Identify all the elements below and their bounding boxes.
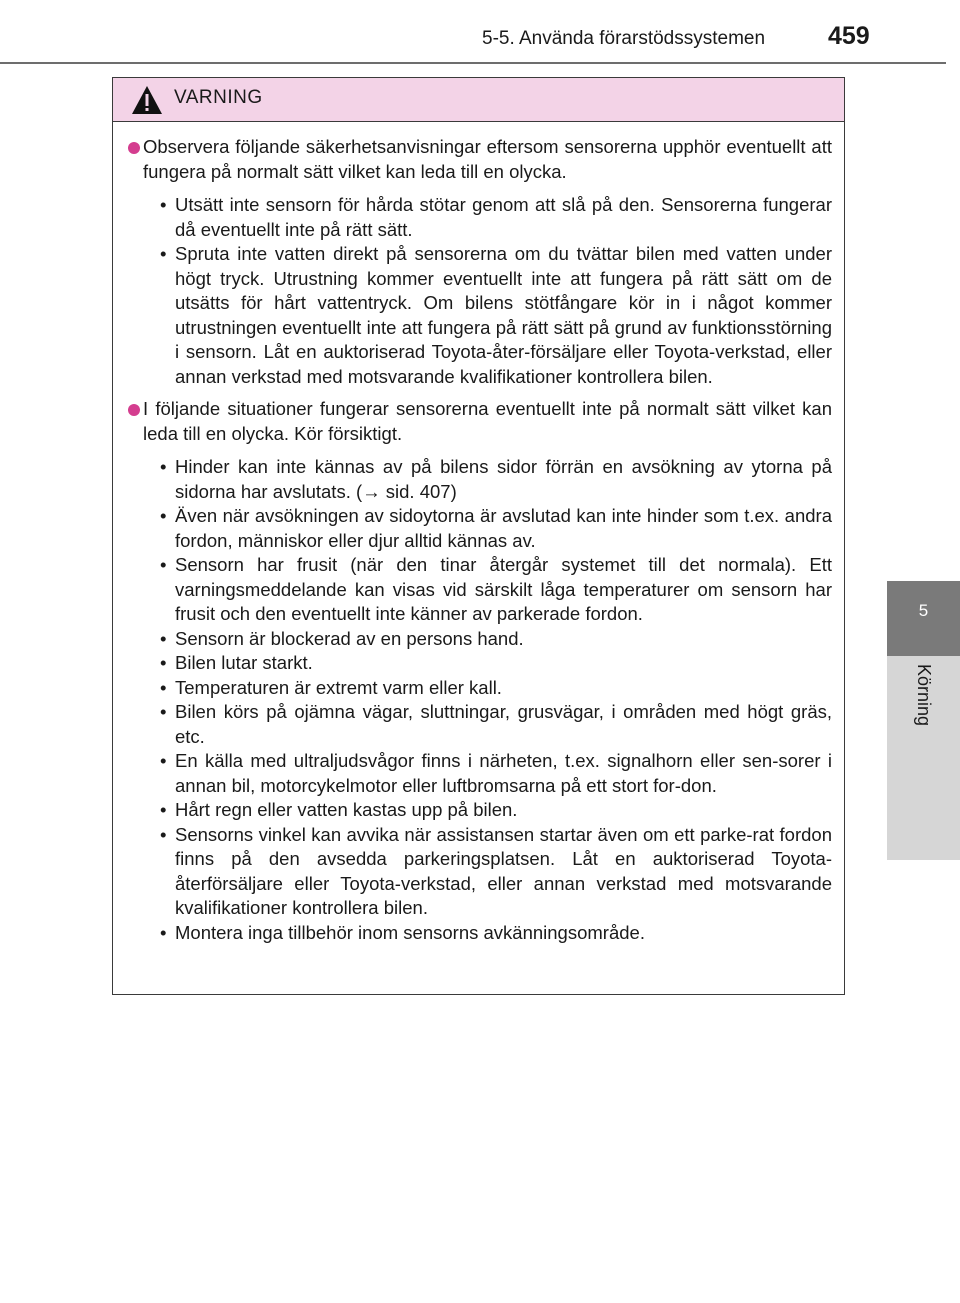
list-item: • Temperaturen är extremt varm eller kall. (160, 676, 832, 701)
list-item: • Bilen körs på ojämna vägar, sluttningar, grusvägar, i områden med högt gräs, etc. (160, 700, 832, 749)
list-item: • Även när avsökningen av sidoytorna är avslutad kan inte hinder som t.ex. andra fordon, människor eller djur alltid kännas av. (160, 504, 832, 553)
chapter-side-tab (887, 656, 960, 860)
round-bullet-icon (128, 142, 140, 154)
warning-title: VARNING (174, 87, 263, 108)
chapter-number-tab (887, 581, 960, 656)
list-item: • En källa med ultraljudsvågor finns i närheten, t.ex. signalhorn eller sen-sorer i annan bil, motorcykelmotor eller luftbromsarna på ett stort for-don. (160, 749, 832, 798)
header-divider (0, 62, 946, 64)
list-item: • Bilen lutar starkt. (160, 651, 832, 676)
warning-box (112, 77, 845, 995)
sub-list (143, 455, 832, 945)
warning-section (128, 135, 832, 389)
chapter-number: 5 (918, 601, 929, 620)
warning-triangle-icon (131, 85, 163, 115)
section-text: Observera följande säkerhetsanvisningar eftersom sensorerna upphör eventuellt att fungera på normalt sätt vilket kan leda till en olycka. (143, 136, 832, 182)
list-item: • Hinder kan inte kännas av på bilens sidor förrän en avsökning av ytorna på sidorna har avslutats. (→ sid. 407) (160, 455, 832, 504)
list-item: • Montera inga tillbehör inom sensorns avkänningsområde. (160, 921, 832, 946)
list-item: • Spruta inte vatten direkt på sensorerna om du tvättar bilen med vatten under högt tryck. Utrustning kommer eventuellt inte att fungera på rätt sätt om de utsätts för hårt vattentryck. Om bilens stötfångare kör in i något kommer utrustningen eventuellt inte att fungera på rätt sätt på grund av funktionsstörning i sensorn. Låt en auktoriserad Toyota-åter-försäljare eller Toyota-verkstad, eller annan verkstad med motsvarande kvalifikationer kontrollera bilen. (160, 242, 832, 389)
list-item: • Sensorn har frusit (när den tinar återgår systemet till det normala). Ett varningsmeddelande kan visas vid särskilt låga temperaturer om sensorn har frusit och den eventuellt inte känner av parkerade fordon. (160, 553, 832, 627)
warning-body (113, 122, 844, 945)
sub-list (143, 193, 832, 389)
list-item: • Sensorn är blockerad av en persons hand. (160, 627, 832, 652)
round-bullet-icon (128, 404, 140, 416)
list-item: • Utsätt inte sensorn för hårda stötar genom att slå på den. Sensorerna fungerar då eventuellt inte på rätt sätt. (160, 193, 832, 242)
section-title: 5-5. Använda förarstödssystemen (482, 28, 766, 49)
list-item: • Hårt regn eller vatten kastas upp på bilen. (160, 798, 832, 823)
warning-header (113, 78, 844, 122)
page-number: 459 (828, 22, 870, 50)
list-item: • Sensorns vinkel kan avvika när assistansen startar även om ett parke-rat fordon finns på den avsedda parkeringsplatsen. Låt en auktoriserad Toyota-återförsäljare eller Toyota-verkstad, eller annan verkstad med motsvarande kvalifikationer kontrollera bilen. (160, 823, 832, 921)
warning-section (128, 397, 832, 945)
section-text: I följande situationer fungerar sensorerna eventuellt inte på normalt sätt vilket kan leda till en olycka. Kör försiktigt. (143, 398, 832, 444)
chapter-label: Körning (914, 664, 934, 727)
